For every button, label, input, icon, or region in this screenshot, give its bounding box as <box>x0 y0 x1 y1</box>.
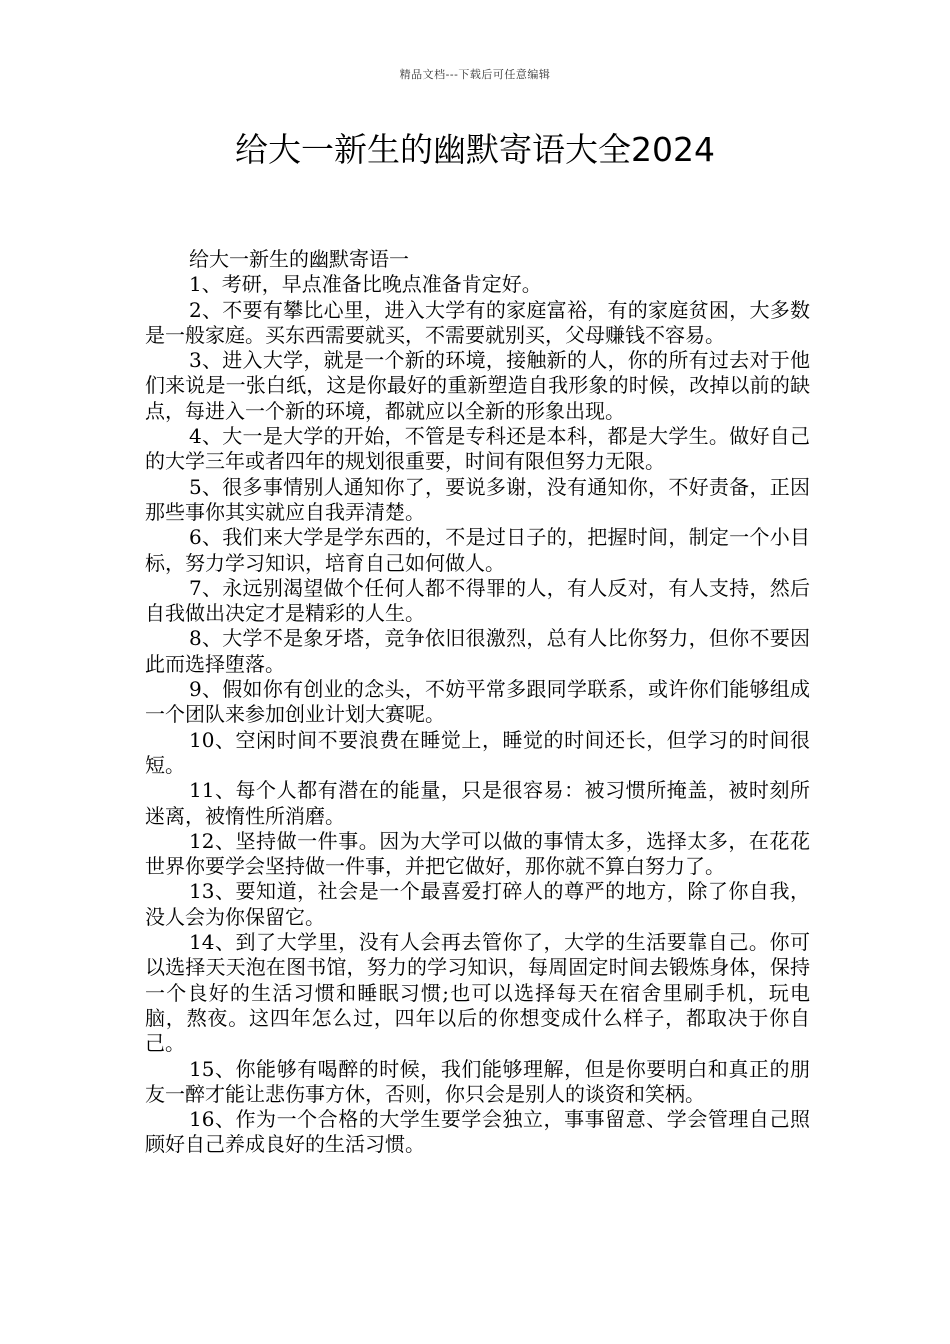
list-item: 15、你能够有喝醉的时候，我们能够理解，但是你要明白和真正的朋友一醉才能让悲伤事方休，否则，你只会是别人的谈资和笑柄。 <box>145 1056 810 1106</box>
list-item: 11、每个人都有潜在的能量，只是很容易：被习惯所掩盖，被时刻所迷离，被惰性所消磨。 <box>145 778 810 828</box>
list-item: 16、作为一个合格的大学生要学会独立，事事留意、学会管理自己照顾好自己养成良好的生活习惯。 <box>145 1107 810 1157</box>
document-title: 给大一新生的幽默寄语大全2024 <box>235 130 715 169</box>
header-note: 精品文档---下载后可任意编辑 <box>399 68 551 81</box>
list-item: 3、进入大学，就是一个新的环境，接触新的人，你的所有过去对于他们来说是一张白纸，这是你最好的重新塑造自我形象的时候，改掉以前的缺点，每进入一个新的环境，都就应以全新的形象出现。 <box>145 348 810 423</box>
list-item: 5、很多事情别人通知你了，要说多谢，没有通知你，不好责备，正因那些事你其实就应自我弄清楚。 <box>145 474 810 524</box>
list-item: 7、永远别渴望做个任何人都不得罪的人，有人反对，有人支持，然后自我做出决定才是精彩的人生。 <box>145 575 810 626</box>
document-body <box>145 247 810 1158</box>
list-item: 9、假如你有创业的念头，不妨平常多跟同学联系，或许你们能够组成一个团队来参加创业计划大赛呢。 <box>145 677 810 727</box>
list-item: 10、空闲时间不要浪费在睡觉上，睡觉的时间还长，但学习的时间很短。 <box>145 727 810 777</box>
list-item: 12、坚持做一件事。因为大学可以做的事情太多，选择太多，在花花世界你要学会坚持做一件事，并把它做好，那你就不算白努力了。 <box>145 828 810 879</box>
list-item: 4、大一是大学的开始，不管是专科还是本科，都是大学生。做好自己的大学三年或者四年的规划很重要，时间有限但努力无限。 <box>145 424 810 474</box>
list-item: 6、我们来大学是学东西的，不是过日子的，把握时间，制定一个小目标，努力学习知识，培育自己如何做人。 <box>145 525 810 575</box>
list-item: 13、要知道，社会是一个最喜爱打碎人的尊严的地方，除了你自我，没人会为你保留它。 <box>145 879 810 929</box>
list-item: 2、不要有攀比心里，进入大学有的家庭富裕，有的家庭贫困，大多数是一般家庭。买东西需要就买，不需要就别买，父母赚钱不容易。 <box>145 297 810 347</box>
list-item: 8、大学不是象牙塔，竞争依旧很激烈，总有人比你努力，但你不要因此而选择堕落。 <box>145 626 810 676</box>
list-item: 1、考研，早点准备比晚点准备肯定好。 <box>189 272 542 297</box>
section-heading: 给大一新生的幽默寄语一 <box>189 247 409 271</box>
list-item: 14、到了大学里，没有人会再去管你了，大学的生活要靠自己。你可以选择天天泡在图书馆，努力的学习知识，每周固定时间去锻炼身体，保持一个良好的生活习惯和睡眠习惯;也可以选择每天在宿舍里刷手机，玩电脑，熬夜。这四年怎么过，四年以后的你想变成什么样子，都取决于你自己。 <box>145 930 810 1056</box>
